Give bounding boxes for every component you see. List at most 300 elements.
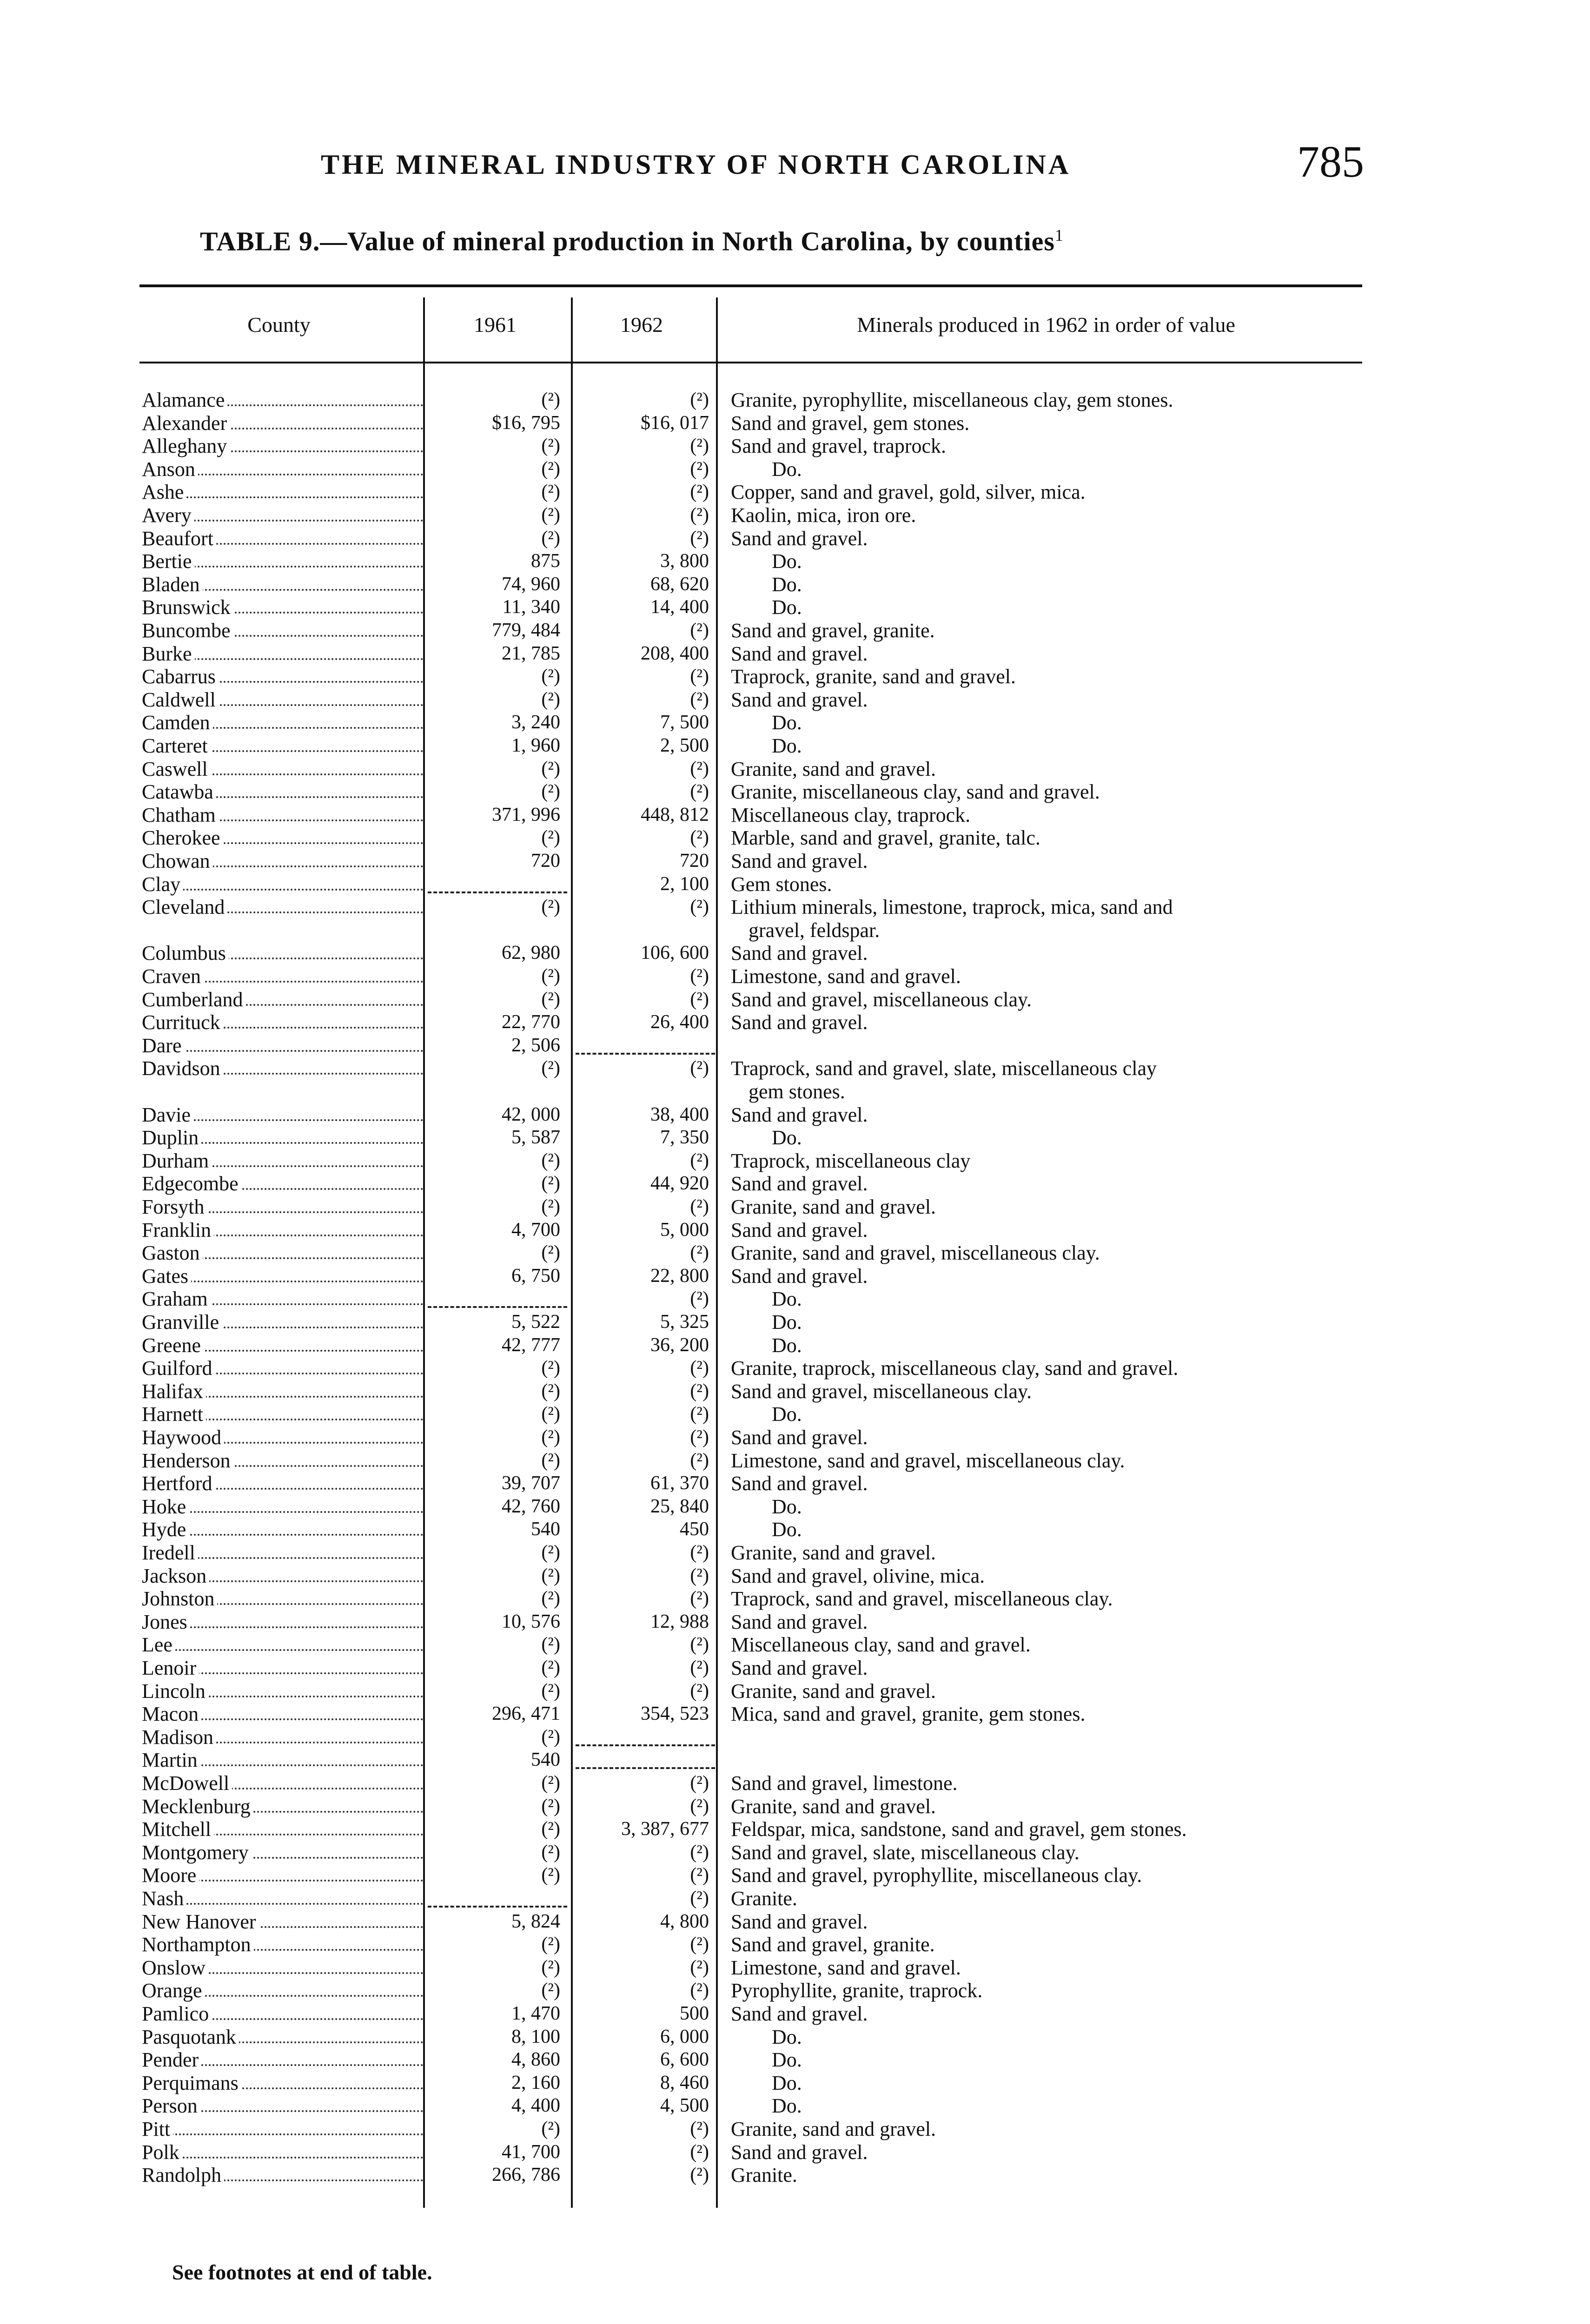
county-cell — [142, 734, 423, 758]
county-name: Polk — [142, 2141, 182, 2164]
value-1961-cell: 4, 700 — [511, 1219, 560, 1241]
value-1962-cell: 450 — [680, 1519, 709, 1540]
value-1962-cell: 38, 400 — [650, 1103, 709, 1125]
county-cell — [142, 1057, 423, 1080]
county-cell — [142, 481, 423, 504]
table-row — [0, 2164, 1590, 2187]
table-row — [0, 412, 1590, 435]
county-cell — [142, 642, 423, 666]
table-row — [0, 1287, 1590, 1311]
table-top-rule — [139, 284, 1362, 287]
value-1962-cell: (²) — [690, 896, 709, 918]
table-row — [0, 919, 1590, 942]
value-1961-cell: (²) — [541, 389, 560, 410]
table-row — [0, 1657, 1590, 1680]
minerals-cell: Traprock, granite, sand and gravel. — [731, 665, 1016, 688]
county-cell — [142, 1565, 423, 1588]
county-name: Anson — [142, 458, 198, 481]
minerals-cell: Do. — [772, 2094, 802, 2118]
table-row — [0, 1818, 1590, 1841]
minerals-cell: Do. — [772, 2025, 802, 2048]
minerals-cell: Granite, pyrophyllite, miscellaneous clay, gem stones. — [731, 389, 1173, 411]
minerals-cell: Pyrophyllite, granite, traprock. — [731, 1979, 983, 2002]
county-name: Onslow — [142, 1956, 208, 1979]
table-row — [0, 1103, 1590, 1127]
county-name: Cleveland — [142, 896, 227, 918]
table-row — [0, 1080, 1590, 1103]
value-1962-cell: (²) — [690, 1680, 709, 1702]
county-name: Franklin — [142, 1219, 214, 1241]
value-1961-cell: (²) — [541, 1980, 560, 2001]
value-1962-cell: (²) — [690, 1864, 709, 1886]
county-cell — [142, 1311, 423, 1334]
county-name: Davidson — [142, 1057, 223, 1080]
minerals-cell: Sand and gravel, olivine, mica. — [731, 1564, 985, 1587]
value-1961-cell: 2, 160 — [511, 2072, 560, 2093]
dash-rule-1961 — [428, 891, 567, 893]
value-1961-cell: 3, 240 — [511, 712, 560, 733]
county-name: Cumberland — [142, 988, 246, 1011]
county-cell — [142, 1426, 423, 1449]
column-header-1961: 1961 — [474, 313, 517, 337]
county-cell — [142, 1495, 423, 1519]
value-1961-cell: (²) — [541, 1634, 560, 1656]
value-1962-cell: (²) — [690, 1242, 709, 1264]
county-cell — [142, 1195, 423, 1219]
value-1961-cell: 11, 340 — [502, 596, 560, 618]
county-name: Carteret — [142, 734, 211, 757]
county-name: Forsyth — [142, 1195, 207, 1218]
value-1962-cell: (²) — [690, 1634, 709, 1656]
county-name: McDowell — [142, 1772, 232, 1795]
county-cell — [142, 412, 423, 435]
table-row — [0, 2094, 1590, 2118]
value-1961-cell: 42, 777 — [502, 1334, 560, 1356]
minerals-cell: Sand and gravel. — [731, 1172, 868, 1195]
minerals-cell: Sand and gravel. — [731, 1610, 868, 1633]
county-cell — [142, 1287, 423, 1311]
value-1961-cell: 41, 700 — [502, 2141, 560, 2163]
value-1961-cell: (²) — [541, 781, 560, 803]
value-1961-cell: 720 — [531, 850, 560, 872]
value-1962-cell: 68, 620 — [650, 573, 709, 595]
table-row — [0, 826, 1590, 850]
value-1962-cell: (²) — [690, 1565, 709, 1586]
minerals-cell: Traprock, sand and gravel, slate, miscellaneous clay — [731, 1057, 1157, 1080]
table-row — [0, 1726, 1590, 1749]
value-1961-cell: (²) — [541, 1565, 560, 1586]
county-name: Greene — [142, 1334, 204, 1357]
county-cell — [142, 1887, 423, 1910]
county-cell — [142, 619, 423, 642]
county-name: Montgomery — [142, 1841, 252, 1864]
county-name: Pitt — [142, 2118, 173, 2140]
county-cell — [142, 758, 423, 781]
county-cell — [142, 2094, 423, 2118]
value-1961-cell: 540 — [531, 1519, 560, 1540]
county-name: Bertie — [142, 550, 195, 573]
value-1961-cell: (²) — [541, 1934, 560, 1955]
value-1962-cell: (²) — [690, 1357, 709, 1379]
minerals-cell: Granite, sand and gravel. — [731, 2118, 936, 2140]
minerals-cell: Sand and gravel. — [731, 1264, 868, 1287]
value-1962-cell: $16, 017 — [641, 412, 709, 434]
county-name: Edgecombe — [142, 1172, 241, 1195]
county-name: Pender — [142, 2048, 201, 2071]
value-1961-cell: 6, 750 — [511, 1265, 560, 1287]
county-cell — [142, 527, 423, 550]
county-name: Lee — [142, 1633, 175, 1656]
table-row — [0, 1680, 1590, 1703]
county-cell — [142, 596, 423, 619]
county-cell — [142, 1703, 423, 1726]
value-1962-cell: (²) — [690, 1657, 709, 1678]
value-1961-cell: (²) — [541, 481, 560, 503]
value-1962-cell: (²) — [690, 666, 709, 687]
value-1962-cell: (²) — [690, 988, 709, 1010]
value-1962-cell: 106, 600 — [641, 942, 709, 964]
value-1961-cell: 875 — [531, 550, 560, 572]
minerals-cell: Do. — [772, 1334, 802, 1357]
value-1962-cell: (²) — [690, 827, 709, 849]
minerals-cell: gravel, feldspar. — [749, 918, 880, 942]
value-1962-cell: 6, 000 — [660, 2026, 709, 2047]
county-cell — [142, 1265, 423, 1288]
value-1962-cell: 3, 387, 677 — [621, 1818, 709, 1840]
value-1962-cell: (²) — [690, 1888, 709, 1909]
table-title-text: TABLE 9.—Value of mineral production in North Carolina, by counties — [200, 226, 1055, 257]
minerals-cell: Granite, traprock, miscellaneous clay, sand and gravel. — [731, 1357, 1179, 1380]
value-1962-cell: (²) — [690, 1980, 709, 2001]
minerals-cell: Sand and gravel. — [731, 642, 868, 665]
table-row — [0, 2141, 1590, 2164]
value-1961-cell: (²) — [541, 458, 560, 480]
minerals-cell: Limestone, sand and gravel. — [731, 1956, 961, 1979]
county-cell — [142, 988, 423, 1011]
table-row — [0, 1541, 1590, 1565]
value-1961-cell: (²) — [541, 1588, 560, 1610]
county-name: Duplin — [142, 1126, 201, 1149]
value-1962-cell: (²) — [690, 458, 709, 480]
value-1961-cell: 5, 522 — [511, 1311, 560, 1333]
table-row — [0, 1126, 1590, 1149]
value-1962-cell: (²) — [690, 965, 709, 987]
minerals-cell: Sand and gravel, slate, miscellaneous clay. — [731, 1841, 1080, 1864]
table-header-rule — [139, 362, 1362, 363]
county-cell — [142, 1956, 423, 1980]
county-name: Cherokee — [142, 826, 223, 849]
minerals-cell: Sand and gravel. — [731, 850, 868, 872]
table-row — [0, 942, 1590, 965]
dot-leader — [142, 889, 423, 891]
value-1961-cell: (²) — [541, 1956, 560, 1978]
county-cell — [142, 688, 423, 712]
minerals-cell: Sand and gravel. — [731, 1910, 868, 1933]
value-1961-cell: (²) — [541, 1149, 560, 1171]
county-cell — [142, 780, 423, 804]
minerals-cell: Traprock, sand and gravel, miscellaneous clay. — [731, 1587, 1113, 1611]
value-1961-cell: 42, 760 — [502, 1495, 560, 1517]
dash-rule-1962 — [576, 1744, 715, 1746]
value-1962-cell: 448, 812 — [641, 804, 709, 825]
county-cell — [142, 1011, 423, 1034]
county-cell — [142, 896, 423, 919]
value-1961-cell: (²) — [541, 1657, 560, 1678]
county-name: Halifax — [142, 1380, 206, 1403]
page-number: 785 — [1297, 137, 1364, 186]
county-name: Granville — [142, 1311, 222, 1334]
table-title-footnote: 1 — [1054, 226, 1064, 244]
minerals-cell: Do. — [772, 573, 802, 596]
table-row — [0, 458, 1590, 481]
table-row — [0, 804, 1590, 827]
table-row — [0, 1910, 1590, 1934]
value-1962-cell: 36, 200 — [650, 1334, 709, 1356]
value-1962-cell: 7, 500 — [660, 712, 709, 733]
county-cell — [142, 504, 423, 527]
value-1961-cell: (²) — [541, 827, 560, 849]
minerals-cell: Lithium minerals, limestone, traprock, mica, sand and — [731, 896, 1173, 919]
value-1961-cell: (²) — [541, 688, 560, 710]
minerals-cell: Gem stones. — [731, 872, 832, 896]
county-name: Burke — [142, 642, 195, 665]
value-1962-cell: (²) — [690, 1956, 709, 1978]
county-name: Brunswick — [142, 596, 233, 619]
county-cell — [142, 2164, 423, 2187]
county-name: Durham — [142, 1149, 212, 1172]
value-1961-cell: 2, 506 — [511, 1034, 560, 1056]
minerals-cell: Miscellaneous clay, sand and gravel. — [731, 1633, 1031, 1657]
value-1962-cell: 7, 350 — [660, 1127, 709, 1149]
value-1961-cell: (²) — [541, 1841, 560, 1863]
county-name: Lenoir — [142, 1657, 199, 1679]
table-row — [0, 389, 1590, 412]
county-cell — [142, 1841, 423, 1864]
county-name: Pasquotank — [142, 2026, 239, 2048]
county-cell — [142, 1633, 423, 1657]
value-1962-cell: (²) — [690, 1542, 709, 1563]
county-name: Gaston — [142, 1241, 203, 1264]
table-row — [0, 1749, 1590, 1772]
table-row — [0, 1011, 1590, 1034]
minerals-cell: Granite, sand and gravel. — [731, 757, 936, 780]
table-row — [0, 1057, 1590, 1080]
value-1962-cell: 208, 400 — [641, 642, 709, 664]
value-1962-cell: (²) — [690, 2118, 709, 2139]
value-1962-cell: 4, 500 — [660, 2095, 709, 2117]
value-1961-cell: (²) — [541, 1542, 560, 1563]
county-name: Craven — [142, 965, 204, 988]
value-1961-cell: (²) — [541, 1726, 560, 1748]
county-cell — [142, 1380, 423, 1403]
table-row — [0, 1241, 1590, 1265]
table-row — [0, 873, 1590, 896]
value-1961-cell: (²) — [541, 988, 560, 1010]
value-1961-cell: 10, 576 — [502, 1611, 560, 1632]
value-1962-cell: 6, 600 — [660, 2049, 709, 2071]
value-1961-cell: 22, 770 — [502, 1011, 560, 1033]
value-1962-cell: (²) — [690, 389, 709, 410]
value-1962-cell: (²) — [690, 688, 709, 710]
county-name: Currituck — [142, 1011, 223, 1034]
value-1962-cell: (²) — [690, 1449, 709, 1471]
column-header-county: County — [247, 313, 311, 337]
table-row — [0, 1380, 1590, 1403]
county-cell — [142, 965, 423, 988]
value-1961-cell: 779, 484 — [492, 620, 560, 641]
value-1962-cell: (²) — [690, 1403, 709, 1425]
dash-rule-1961 — [428, 1306, 567, 1308]
dot-leader — [142, 1649, 423, 1651]
table-row — [0, 1518, 1590, 1541]
county-cell — [142, 1933, 423, 1956]
county-cell — [142, 435, 423, 458]
value-1962-cell: 2, 500 — [660, 735, 709, 756]
minerals-cell: Do. — [772, 596, 802, 619]
county-name: Orange — [142, 1979, 205, 2002]
table-row — [0, 1795, 1590, 1818]
value-1961-cell: (²) — [541, 1242, 560, 1264]
table-row — [0, 596, 1590, 619]
minerals-cell: Miscellaneous clay, traprock. — [731, 803, 971, 826]
value-1962-cell: 8, 460 — [660, 2072, 709, 2093]
value-1961-cell: $16, 795 — [492, 412, 560, 434]
table-row — [0, 1219, 1590, 1242]
value-1962-cell: (²) — [690, 1196, 709, 1217]
value-1961-cell: (²) — [541, 1864, 560, 1886]
value-1961-cell: 5, 587 — [511, 1127, 560, 1149]
value-1962-cell: (²) — [690, 781, 709, 803]
county-name: Alexander — [142, 412, 230, 435]
county-cell — [142, 1149, 423, 1173]
county-name: Johnston — [142, 1587, 217, 1610]
table-row — [0, 1933, 1590, 1956]
county-cell — [142, 1403, 423, 1426]
value-1961-cell: (²) — [541, 1426, 560, 1448]
value-1961-cell: (²) — [541, 896, 560, 918]
county-name: Perquimans — [142, 2072, 241, 2094]
county-name: Moore — [142, 1864, 199, 1887]
value-1962-cell: (²) — [690, 1934, 709, 1955]
county-cell — [142, 1657, 423, 1680]
value-1961-cell: (²) — [541, 1196, 560, 1217]
county-name: Catawba — [142, 780, 216, 803]
minerals-cell: Do. — [772, 550, 802, 573]
minerals-cell: Do. — [772, 1403, 802, 1426]
table-row — [0, 642, 1590, 666]
table-row — [0, 1864, 1590, 1887]
minerals-cell: gem stones. — [749, 1080, 845, 1103]
value-1962-cell: (²) — [690, 1288, 709, 1310]
value-1962-cell: 5, 325 — [660, 1311, 709, 1333]
value-1961-cell: 42, 000 — [502, 1103, 560, 1125]
county-name: Chatham — [142, 804, 219, 826]
county-name: Davie — [142, 1103, 193, 1126]
minerals-cell: Sand and gravel, granite. — [731, 619, 935, 642]
value-1961-cell: (²) — [541, 1380, 560, 1402]
table-row — [0, 1034, 1590, 1057]
county-cell — [142, 1334, 423, 1357]
county-cell — [142, 573, 423, 596]
minerals-cell: Sand and gravel, gem stones. — [731, 411, 970, 435]
county-cell — [142, 1795, 423, 1818]
dot-leader — [142, 2133, 423, 2135]
value-1961-cell: (²) — [541, 1818, 560, 1840]
minerals-cell: Mica, sand and gravel, granite, gem stones. — [731, 1703, 1086, 1726]
county-name: Caldwell — [142, 688, 219, 711]
county-cell — [142, 550, 423, 573]
minerals-cell: Marble, sand and gravel, granite, talc. — [731, 826, 1040, 850]
county-name: Clay — [142, 873, 183, 896]
county-cell — [142, 1611, 423, 1634]
county-name: Martin — [142, 1749, 200, 1771]
value-1961-cell: (²) — [541, 2118, 560, 2139]
county-name: Lincoln — [142, 1680, 208, 1703]
value-1961-cell: (²) — [541, 504, 560, 526]
table-row — [0, 1956, 1590, 1980]
county-name: Buncombe — [142, 619, 233, 642]
minerals-cell: Sand and gravel. — [731, 688, 868, 711]
minerals-cell: Sand and gravel. — [731, 942, 868, 965]
dash-rule-1962 — [576, 1053, 715, 1055]
minerals-cell: Sand and gravel, traprock. — [731, 435, 947, 458]
table-row — [0, 1172, 1590, 1195]
county-name: Hoke — [142, 1495, 189, 1518]
value-1961-cell: (²) — [541, 1449, 560, 1471]
county-name: Nash — [142, 1887, 186, 1910]
value-1962-cell: (²) — [690, 1772, 709, 1794]
county-name: Avery — [142, 504, 194, 527]
county-name: Haywood — [142, 1426, 224, 1449]
minerals-cell: Limestone, sand and gravel. — [731, 965, 961, 988]
table-row — [0, 1703, 1590, 1726]
county-name: Mitchell — [142, 1818, 214, 1841]
county-name: Iredell — [142, 1541, 198, 1564]
value-1961-cell: 4, 400 — [511, 2095, 560, 2117]
county-cell — [142, 873, 423, 896]
minerals-cell: Kaolin, mica, iron ore. — [731, 504, 916, 527]
minerals-cell: Feldspar, mica, sandstone, sand and gravel, gem stones. — [731, 1818, 1187, 1841]
value-1961-cell: 1, 470 — [511, 2003, 560, 2024]
value-1962-cell: 25, 840 — [650, 1495, 709, 1517]
value-1962-cell: 44, 920 — [650, 1173, 709, 1195]
county-cell — [142, 1818, 423, 1841]
minerals-cell: Copper, sand and gravel, gold, silver, mica. — [731, 481, 1086, 504]
county-name: Columbus — [142, 942, 229, 964]
county-name: Person — [142, 2094, 200, 2117]
table-row — [0, 850, 1590, 873]
minerals-cell: Granite, sand and gravel. — [731, 1679, 936, 1703]
value-1961-cell: (²) — [541, 666, 560, 687]
value-1962-cell: (²) — [690, 504, 709, 526]
county-cell — [142, 1680, 423, 1703]
county-name: Graham — [142, 1287, 211, 1310]
minerals-cell: Do. — [772, 711, 802, 734]
county-name: Hyde — [142, 1518, 189, 1541]
minerals-cell: Do. — [772, 1311, 802, 1334]
value-1962-cell: (²) — [690, 435, 709, 457]
minerals-cell: Limestone, sand and gravel, miscellaneous clay. — [731, 1449, 1125, 1472]
minerals-cell: Traprock, miscellaneous clay — [731, 1149, 971, 1172]
running-title: THE MINERAL INDUSTRY OF NORTH CAROLINA — [321, 149, 1071, 180]
county-cell — [142, 1541, 423, 1565]
table-row — [0, 481, 1590, 504]
dash-rule-1961 — [428, 1906, 567, 1908]
county-cell — [142, 1103, 423, 1127]
minerals-cell: Granite, miscellaneous clay, sand and gravel. — [731, 780, 1100, 804]
minerals-cell: Sand and gravel. — [731, 2002, 868, 2025]
table-row — [0, 1587, 1590, 1611]
